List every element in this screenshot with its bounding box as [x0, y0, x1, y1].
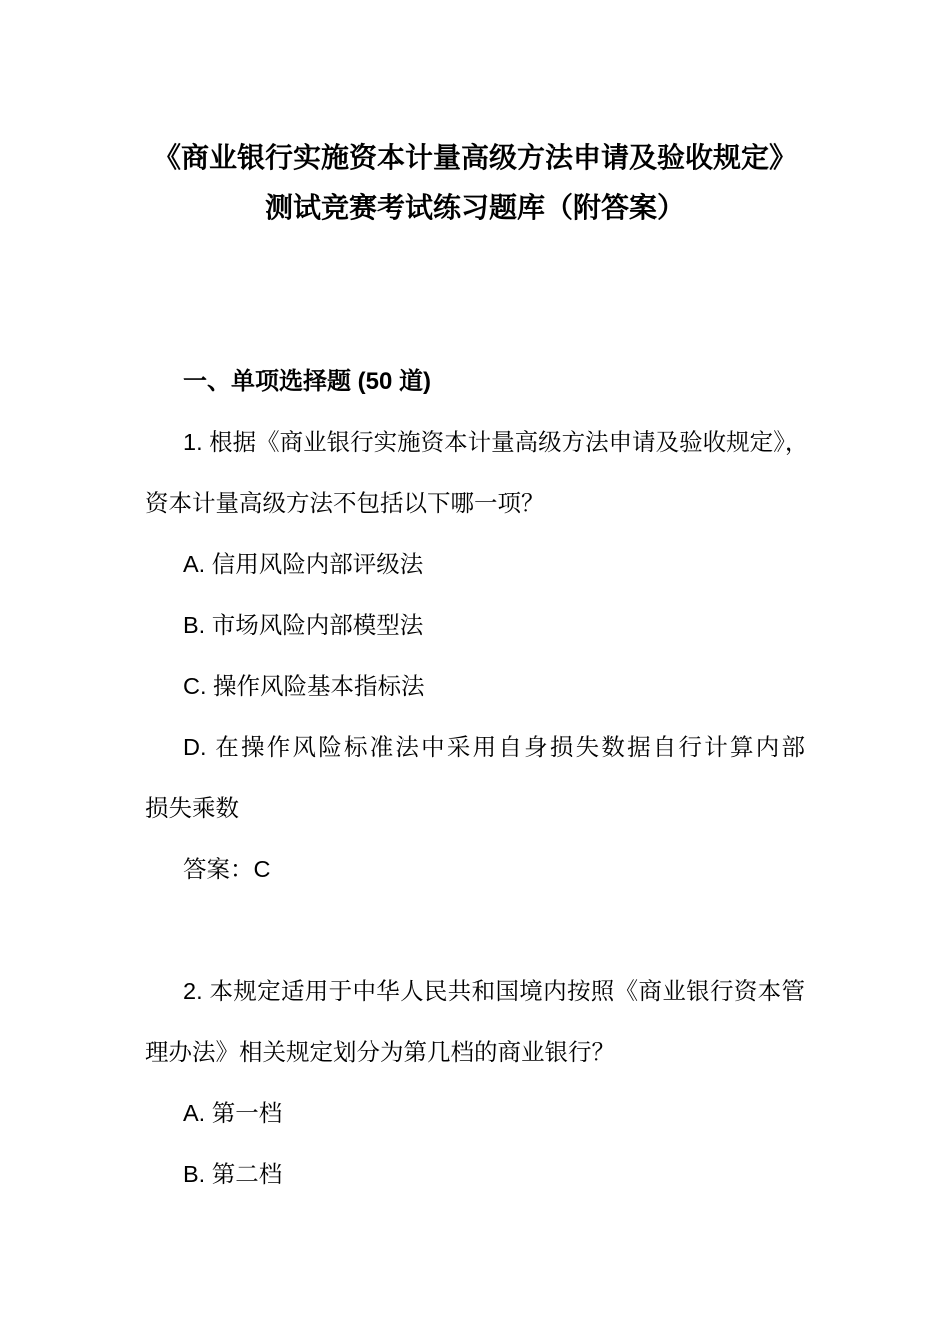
question-1-option-d-line2: 损失乘数: [145, 795, 239, 821]
question-2-stem-line1: 2. 本规定适用于中华人民共和国境内按照《商业银行资本管: [183, 978, 805, 1004]
question-2-option-b: B. 第二档: [183, 1161, 283, 1187]
question-2-stem-line2: 理办法》相关规定划分为第几档的商业银行？: [145, 1039, 615, 1065]
question-1-stem-line2: 资本计量高级方法不包括以下哪一项？: [145, 490, 545, 516]
document-title-line2: 测试竞赛考试练习题库（附答案）: [264, 193, 685, 224]
question-1-option-b: B. 市场风险内部模型法: [183, 612, 424, 638]
section-heading-single-choice: 一、单项选择题 (50 道): [183, 368, 432, 395]
document-title: [145, 134, 805, 234]
question-1-option-d-line1: D. 在操作风险标准法中采用自身损失数据自行计算内部: [183, 734, 805, 760]
question-1-option-a: A. 信用风险内部评级法: [183, 551, 424, 577]
question-1-answer: 答案：C: [183, 856, 271, 882]
blank-line: [145, 900, 805, 961]
question-1-option-c: C. 操作风险基本指标法: [183, 673, 425, 699]
question-2-option-a: A. 第一档: [183, 1100, 283, 1126]
question-1-stem-line1: 1. 根据《商业银行实施资本计量高级方法申请及验收规定》，: [183, 429, 809, 455]
document-title-line1: 《商业银行实施资本计量高级方法申请及验收规定》: [152, 143, 797, 174]
